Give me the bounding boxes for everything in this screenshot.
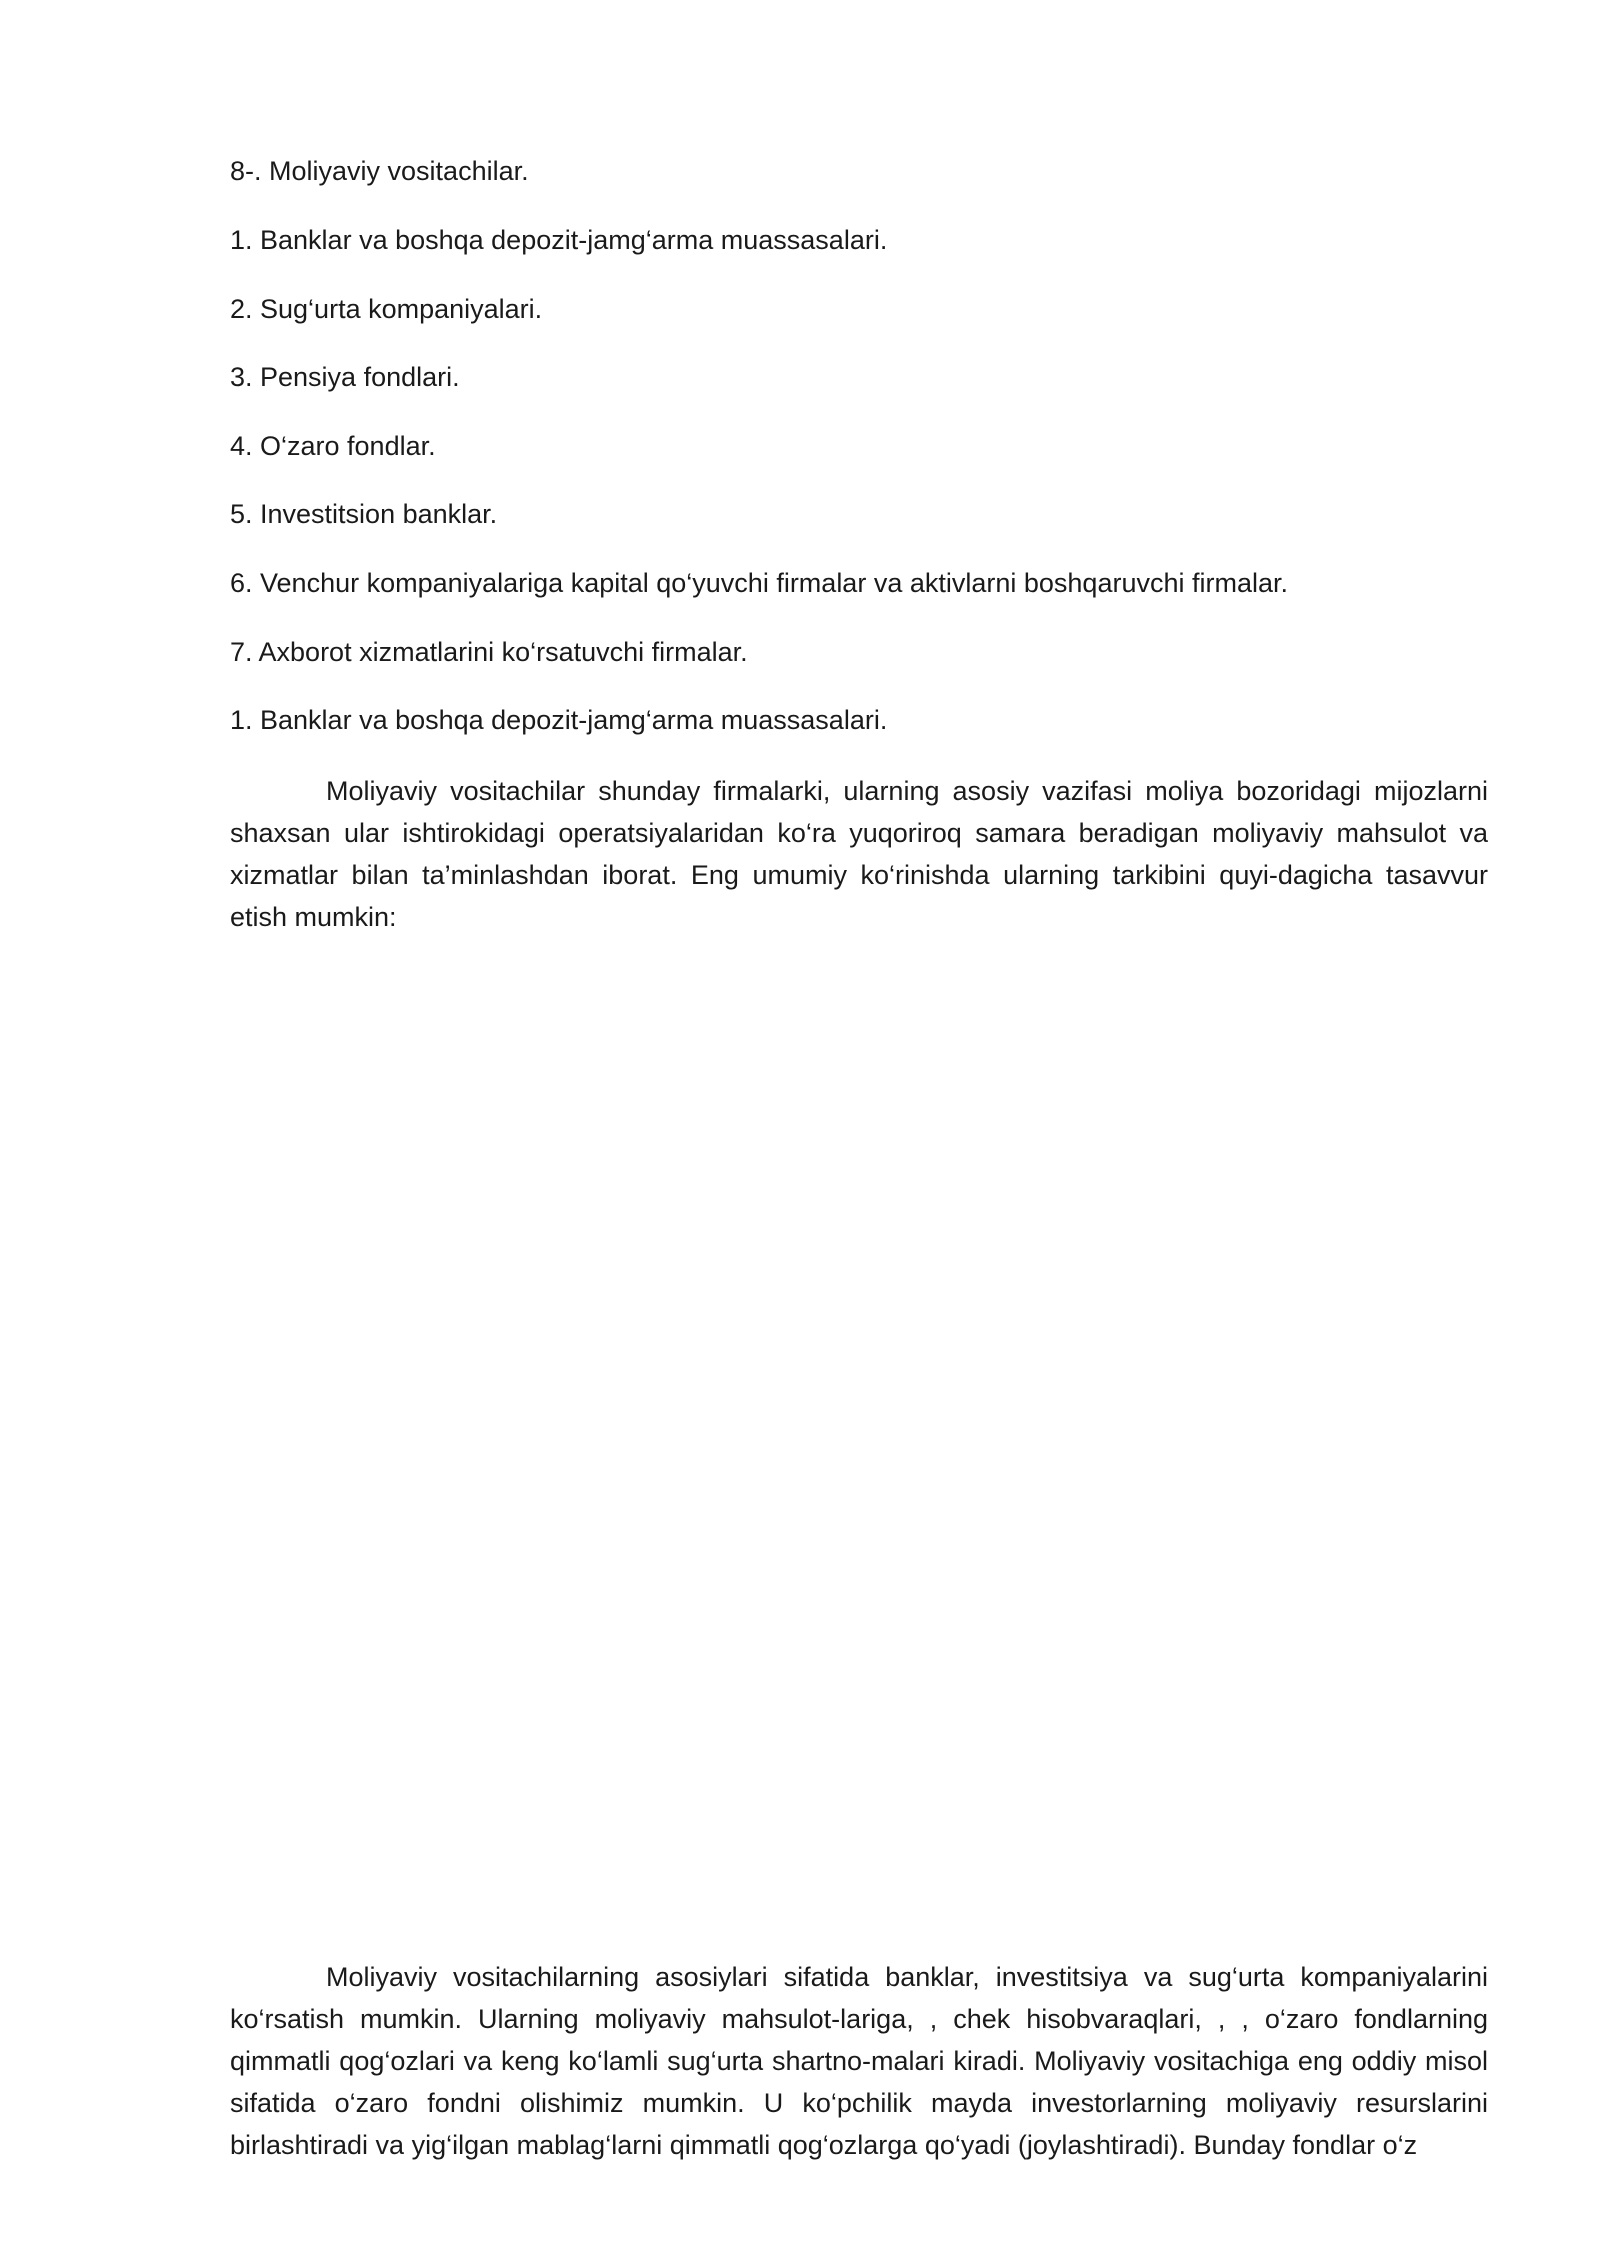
paragraph-body-text: Moliyaviy vositachilarning asosiylari sifatida banklar, investitsiya va sug‘urta kompaniyalarini ko‘rsatish mumkin. Ularning moliyaviy mahsulot-lariga, , chek hisobvaraqlari, , , o‘zaro fondlarning qimmatli qog‘ozlari va keng ko‘lamli sug‘urta shartno-malari kiradi. Moliyaviy vositachiga eng oddiy misol sifatida o‘zaro fondni olishimiz mumkin. U ko‘pchilik mayda investorlarning moliyaviy resurslarini birlashtiradi va yig‘ilgan mablag‘larni qimmatli qog‘ozlarga qo‘yadi (joylashtiradi). Bunday fondlar o‘z bbox=[230, 1962, 1488, 2160]
list-item: 3. Pensiya fondlari. bbox=[230, 362, 460, 392]
paragraph-body bbox=[230, 1956, 1488, 2166]
paragraph-intro bbox=[230, 770, 1488, 938]
list-item: 4. O‘zaro fondlar. bbox=[230, 431, 436, 461]
list-item: 7. Axborot xizmatlarini ko‘rsatuvchi firmalar. bbox=[230, 637, 748, 667]
document-heading: 8-. Moliyaviy vositachilar. bbox=[230, 156, 529, 186]
list-item: 6. Venchur kompaniyalariga kapital qo‘yuvchi firmalar va aktivlarni boshqaruvchi firmalar. bbox=[230, 568, 1288, 598]
section-title: 1. Banklar va boshqa depozit-jamg‘arma muassasalari. bbox=[230, 705, 888, 735]
list-item: 1. Banklar va boshqa depozit-jamg‘arma muassasalari. bbox=[230, 225, 888, 255]
list-item: 2. Sug‘urta kompaniyalari. bbox=[230, 294, 543, 324]
paragraph-intro-text: Moliyaviy vositachilar shunday firmalarki, ularning asosiy vazifasi moliya bozoridagi mijozlarni shaxsan ular ishtirokidagi operatsiyalaridan ko‘ra yuqoriroq samara beradigan moliyaviy mahsulot va xizmatlar bilan ta’minlashdan iborat. Eng umumiy ko‘rinishda ularning tarkibini quyi-dagicha tasavvur etish mumkin: bbox=[230, 776, 1488, 932]
list-item: 5. Investitsion banklar. bbox=[230, 499, 498, 529]
figure-placeholder bbox=[230, 945, 1488, 1945]
